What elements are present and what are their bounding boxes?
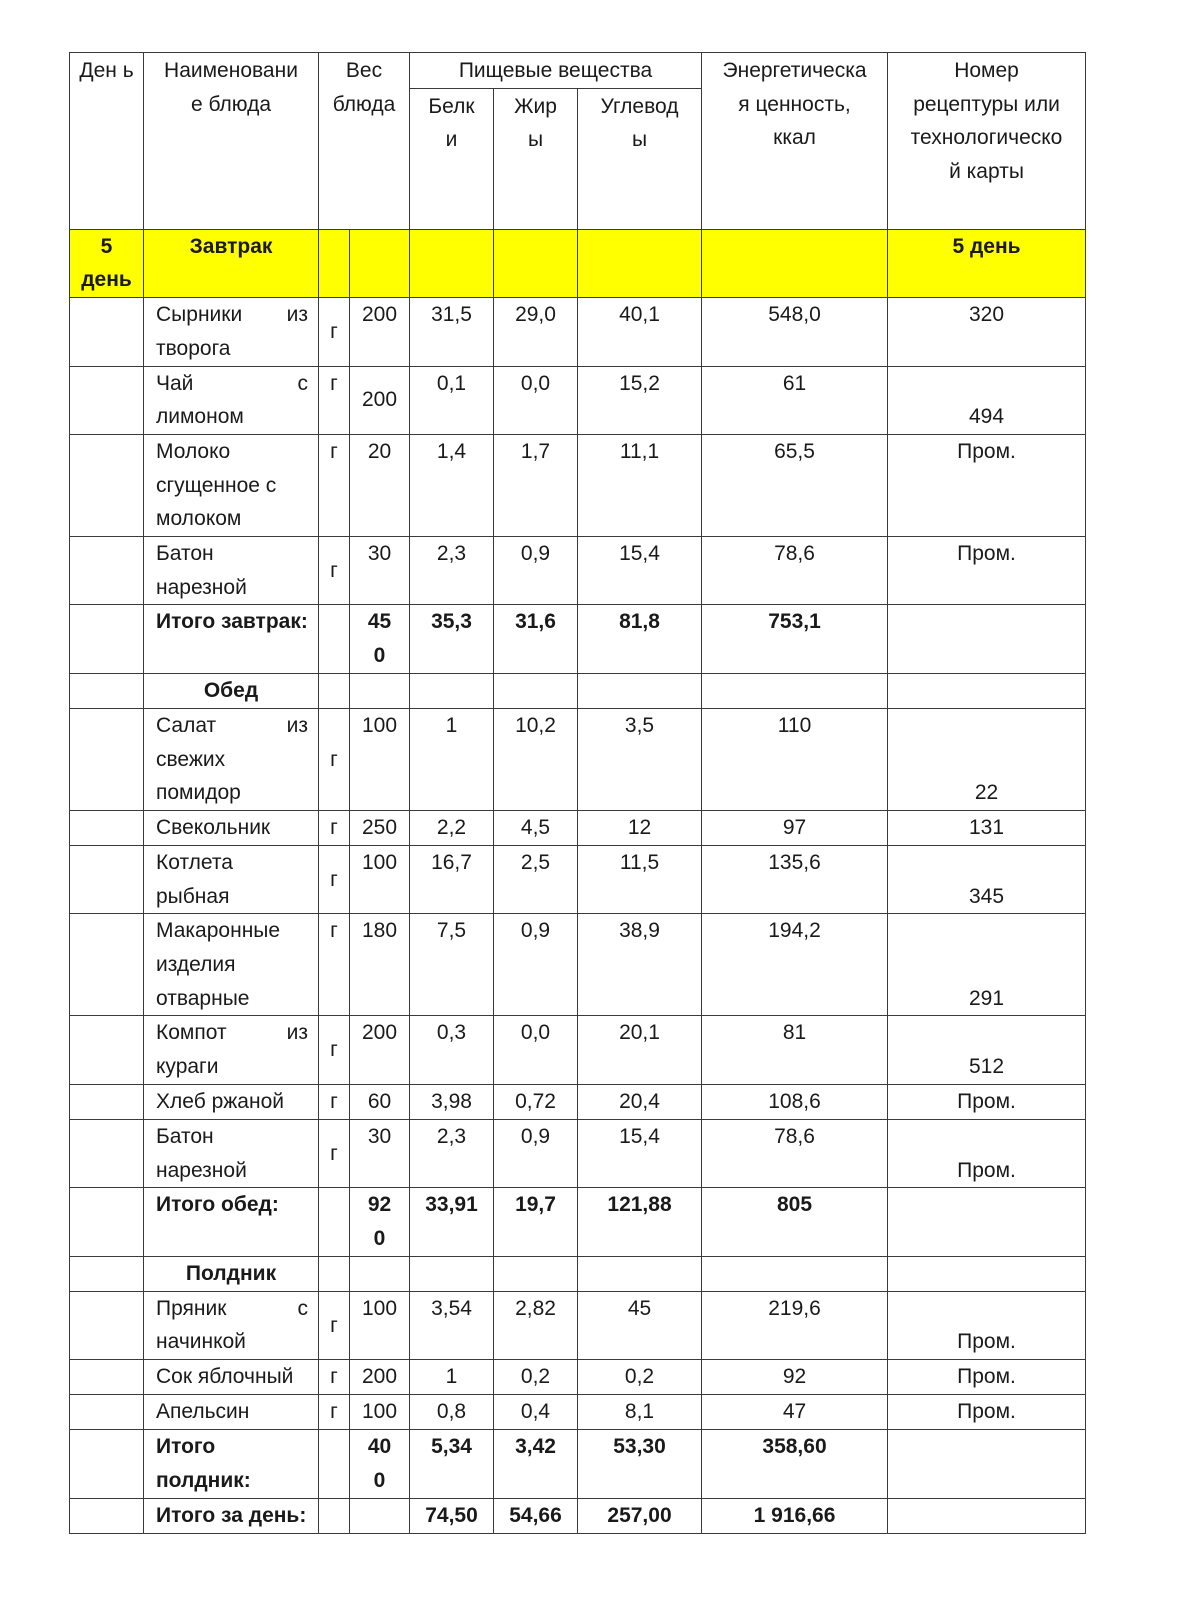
- fat-cell: 2,82: [494, 1291, 578, 1359]
- dish-name-part: Котлета: [156, 850, 233, 874]
- weight-cell: 100: [350, 1291, 410, 1359]
- dish-name-part: Хлеб ржаной: [156, 1089, 284, 1113]
- total-row: [70, 1188, 1086, 1256]
- carbs-cell: 20,1: [578, 1016, 702, 1084]
- weight-cell: 180: [350, 914, 410, 1016]
- empty-cell: [888, 1256, 1086, 1291]
- dish-name-part: Сырники: [156, 303, 243, 327]
- day-cell: [70, 1291, 144, 1359]
- recipe-cell: 320: [888, 298, 1086, 366]
- header-day: Ден ь: [70, 53, 144, 230]
- fat-cell: 4,5: [494, 810, 578, 845]
- unit-cell: г: [319, 914, 350, 1016]
- weight-cell: 200: [350, 1360, 410, 1395]
- unit-cell: г: [319, 1360, 350, 1395]
- day-cell: [70, 1395, 144, 1430]
- empty-cell: [350, 1256, 410, 1291]
- total-row: [70, 1498, 1086, 1533]
- total-carbs: 121,88: [578, 1188, 702, 1256]
- empty-cell: [578, 673, 702, 708]
- day-cell: [70, 1498, 144, 1533]
- total-row: [70, 1430, 1086, 1498]
- protein-cell: 31,5: [410, 298, 494, 366]
- meal-title-lunch: Обед: [144, 673, 319, 708]
- fat-cell: 0,2: [494, 1360, 578, 1395]
- carbs-cell: 11,1: [578, 434, 702, 536]
- protein-cell: 1: [410, 708, 494, 810]
- day-cell: [70, 845, 144, 913]
- fat-cell: 10,2: [494, 708, 578, 810]
- total-protein: 5,34: [410, 1430, 494, 1498]
- dish-name-part: Батон: [156, 1124, 214, 1148]
- empty-cell: [410, 673, 494, 708]
- dish-name-rest: лимоном: [156, 405, 244, 429]
- protein-cell: 2,3: [410, 1119, 494, 1187]
- unit-cell: г: [319, 1119, 350, 1187]
- unit-cell: г: [319, 537, 350, 605]
- carbs-cell: 0,2: [578, 1360, 702, 1395]
- carbs-cell: 40,1: [578, 298, 702, 366]
- unit-cell: [319, 1188, 350, 1256]
- day-cell: [70, 1016, 144, 1084]
- header-nutrients: Пищевые вещества: [410, 53, 702, 89]
- header-weight: Вес блюда: [319, 53, 410, 230]
- total-weight: [350, 1498, 410, 1533]
- protein-cell: 2,3: [410, 537, 494, 605]
- dish-name-part: Сок яблочный: [156, 1365, 294, 1389]
- carbs-cell: 3,5: [578, 708, 702, 810]
- protein-cell: 1: [410, 1360, 494, 1395]
- day-cell: [70, 1360, 144, 1395]
- empty-cell: [578, 1256, 702, 1291]
- dish-name: [144, 366, 319, 434]
- dish-name: [144, 1360, 319, 1395]
- recipe-cell: 131: [888, 810, 1086, 845]
- header-energy: Энергетическа я ценность, ккал: [702, 53, 888, 230]
- weight-cell: 200: [350, 1016, 410, 1084]
- day-cell: [70, 708, 144, 810]
- unit-cell: г: [319, 366, 350, 434]
- day-cell: [70, 914, 144, 1016]
- dish-name-part: из: [286, 1021, 308, 1045]
- protein-cell: 3,54: [410, 1291, 494, 1359]
- total-label: Итого за день:: [144, 1498, 319, 1533]
- total-protein: 33,91: [410, 1188, 494, 1256]
- dish-name: [144, 1291, 319, 1359]
- header-carbs: Углевод ы: [578, 88, 702, 229]
- weight-cell: 250: [350, 810, 410, 845]
- total-weight: 40 0: [350, 1430, 410, 1498]
- total-fat: 19,7: [494, 1188, 578, 1256]
- dish-name-part: из: [286, 713, 308, 737]
- table-row: [70, 810, 1086, 845]
- day-cell: [70, 366, 144, 434]
- energy-cell: 78,6: [702, 1119, 888, 1187]
- energy-cell: 110: [702, 708, 888, 810]
- total-fat: 31,6: [494, 605, 578, 673]
- meal-title-row: [70, 673, 1086, 708]
- protein-cell: 0,1: [410, 366, 494, 434]
- unit-cell: г: [319, 845, 350, 913]
- fat-cell: 0,9: [494, 537, 578, 605]
- dish-name-part: из: [286, 303, 308, 327]
- energy-cell: 194,2: [702, 914, 888, 1016]
- total-carbs: 257,00: [578, 1498, 702, 1533]
- protein-cell: 16,7: [410, 845, 494, 913]
- menu-table: [69, 52, 1086, 1534]
- recipe-cell: Пром.: [888, 537, 1086, 605]
- table-row: [70, 1395, 1086, 1430]
- table-row: [70, 1016, 1086, 1084]
- energy-cell: 61: [702, 366, 888, 434]
- recipe-cell: Пром.: [888, 1360, 1086, 1395]
- recipe-cell: [888, 1188, 1086, 1256]
- unit-cell: г: [319, 298, 350, 366]
- day-cell: [70, 1119, 144, 1187]
- fat-cell: 0,4: [494, 1395, 578, 1430]
- carbs-cell: 8,1: [578, 1395, 702, 1430]
- dish-name: [144, 1119, 319, 1187]
- energy-cell: 92: [702, 1360, 888, 1395]
- fat-cell: 2,5: [494, 845, 578, 913]
- recipe-cell: 291: [888, 914, 1086, 1016]
- recipe-cell: 345: [888, 845, 1086, 913]
- carbs-cell: 15,4: [578, 537, 702, 605]
- recipe-cell: 512: [888, 1016, 1086, 1084]
- empty-cell: [319, 673, 350, 708]
- meal-title-breakfast: Завтрак: [144, 229, 319, 297]
- fat-cell: 29,0: [494, 298, 578, 366]
- dish-name-rest: творога: [156, 336, 231, 360]
- dish-name: [144, 1084, 319, 1119]
- dish-name: [144, 914, 319, 1016]
- dish-name: [144, 537, 319, 605]
- dish-name-part: Компот: [156, 1021, 227, 1045]
- weight-cell: 20: [350, 434, 410, 536]
- unit-cell: г: [319, 708, 350, 810]
- empty-cell: [702, 1256, 888, 1291]
- weight-cell: 30: [350, 537, 410, 605]
- weight-cell: 100: [350, 708, 410, 810]
- protein-cell: 1,4: [410, 434, 494, 536]
- dish-name-part: с: [297, 1296, 308, 1320]
- header-dish: Наименовани е блюда: [144, 53, 319, 230]
- dish-name-part: Пряник: [156, 1296, 227, 1320]
- weight-cell: 30: [350, 1119, 410, 1187]
- weight-cell: 200: [350, 366, 410, 434]
- table-row: [70, 1084, 1086, 1119]
- fat-cell: 0,0: [494, 366, 578, 434]
- protein-cell: 3,98: [410, 1084, 494, 1119]
- carbs-cell: 45: [578, 1291, 702, 1359]
- total-protein: 74,50: [410, 1498, 494, 1533]
- unit-cell: [319, 1430, 350, 1498]
- energy-cell: 97: [702, 810, 888, 845]
- dish-name-rest: рыбная: [156, 884, 230, 908]
- energy-cell: 78,6: [702, 537, 888, 605]
- dish-name: [144, 708, 319, 810]
- dish-name-rest: свежих помидор: [156, 747, 241, 805]
- empty-cell: [888, 673, 1086, 708]
- recipe-cell: [888, 1498, 1086, 1533]
- dish-name-rest: кураги: [156, 1055, 219, 1079]
- unit-cell: [319, 605, 350, 673]
- dish-name-part: с: [297, 371, 308, 395]
- table-row: [70, 1119, 1086, 1187]
- table-row: [70, 914, 1086, 1016]
- total-weight: 92 0: [350, 1188, 410, 1256]
- day-cell: [70, 605, 144, 673]
- dish-name-part: Апельсин: [156, 1400, 250, 1424]
- recipe-cell: Пром.: [888, 434, 1086, 536]
- fat-cell: 0,0: [494, 1016, 578, 1084]
- unit-cell: г: [319, 810, 350, 845]
- energy-cell: 548,0: [702, 298, 888, 366]
- total-energy: 358,60: [702, 1430, 888, 1498]
- total-carbs: 81,8: [578, 605, 702, 673]
- carbs-cell: 38,9: [578, 914, 702, 1016]
- table-row: [70, 434, 1086, 536]
- dish-name-part: Свекольник: [156, 815, 271, 839]
- unit-cell: [319, 1498, 350, 1533]
- carbs-cell: 15,4: [578, 1119, 702, 1187]
- weight-cell: 60: [350, 1084, 410, 1119]
- empty-cell: [410, 1256, 494, 1291]
- day-recipe-label: 5 день: [888, 229, 1086, 297]
- recipe-cell: Пром.: [888, 1291, 1086, 1359]
- meal-title-snack: Полдник: [144, 1256, 319, 1291]
- day-cell: [70, 1084, 144, 1119]
- header-fat: Жир ы: [494, 88, 578, 229]
- energy-cell: 108,6: [702, 1084, 888, 1119]
- total-protein: 35,3: [410, 605, 494, 673]
- fat-cell: 0,72: [494, 1084, 578, 1119]
- dish-name: [144, 1016, 319, 1084]
- day-cell: [70, 1188, 144, 1256]
- header-recipe: Номер рецептуры или технологическо й карты: [888, 53, 1086, 230]
- table-row: [70, 537, 1086, 605]
- total-label: Итого завтрак:: [144, 605, 319, 673]
- dish-name-rest: нарезной: [156, 1158, 247, 1182]
- table-row: [70, 298, 1086, 366]
- protein-cell: 0,3: [410, 1016, 494, 1084]
- header-protein: Белк и: [410, 88, 494, 229]
- dish-name-part: Батон: [156, 542, 214, 566]
- recipe-cell: Пром.: [888, 1395, 1086, 1430]
- unit-cell: г: [319, 1395, 350, 1430]
- dish-name: [144, 298, 319, 366]
- dish-name: [144, 845, 319, 913]
- dish-name: [144, 434, 319, 536]
- empty-cell: [494, 1256, 578, 1291]
- empty-cell: [350, 673, 410, 708]
- day-cell: [70, 1256, 144, 1291]
- total-energy: 805: [702, 1188, 888, 1256]
- empty-cell: [494, 673, 578, 708]
- protein-cell: 7,5: [410, 914, 494, 1016]
- recipe-cell: 22: [888, 708, 1086, 810]
- day-label: 5 день: [70, 229, 144, 297]
- total-carbs: 53,30: [578, 1430, 702, 1498]
- recipe-cell: Пром.: [888, 1084, 1086, 1119]
- protein-cell: 2,2: [410, 810, 494, 845]
- dish-name-rest: начинкой: [156, 1330, 246, 1354]
- fat-cell: 0,9: [494, 1119, 578, 1187]
- recipe-cell: [888, 605, 1086, 673]
- table-row: [70, 1360, 1086, 1395]
- day-cell: [70, 1430, 144, 1498]
- recipe-cell: 494: [888, 366, 1086, 434]
- total-energy: 1 916,66: [702, 1498, 888, 1533]
- day-row: [70, 229, 1086, 297]
- energy-cell: 135,6: [702, 845, 888, 913]
- weight-cell: 200: [350, 298, 410, 366]
- dish-name-rest: нарезной: [156, 575, 247, 599]
- day-cell: [70, 673, 144, 708]
- weight-cell: 100: [350, 845, 410, 913]
- empty-cell: [319, 1256, 350, 1291]
- total-energy: 753,1: [702, 605, 888, 673]
- energy-cell: 47: [702, 1395, 888, 1430]
- fat-cell: 1,7: [494, 434, 578, 536]
- carbs-cell: 12: [578, 810, 702, 845]
- unit-cell: г: [319, 1016, 350, 1084]
- table-row: [70, 845, 1086, 913]
- day-cell: [70, 434, 144, 536]
- carbs-cell: 11,5: [578, 845, 702, 913]
- dish-name-part: Молоко: [156, 439, 231, 463]
- dish-name-rest: изделия отварные: [156, 953, 250, 1010]
- dish-name-part: Чай: [156, 371, 194, 395]
- dish-name-part: Салат: [156, 713, 217, 737]
- unit-cell: г: [319, 1084, 350, 1119]
- dish-name-rest: сгущенное с молоком: [156, 473, 277, 531]
- protein-cell: 0,8: [410, 1395, 494, 1430]
- day-cell: [70, 810, 144, 845]
- table-row: [70, 708, 1086, 810]
- dish-name: [144, 1395, 319, 1430]
- dish-name-part: Макаронные: [156, 919, 281, 943]
- empty-cell: [702, 673, 888, 708]
- day-cell: [70, 298, 144, 366]
- recipe-cell: Пром.: [888, 1119, 1086, 1187]
- energy-cell: 81: [702, 1016, 888, 1084]
- table-row: [70, 366, 1086, 434]
- total-row: [70, 605, 1086, 673]
- total-fat: 54,66: [494, 1498, 578, 1533]
- dish-name: [144, 810, 319, 845]
- total-fat: 3,42: [494, 1430, 578, 1498]
- total-weight: 45 0: [350, 605, 410, 673]
- total-label: Итого обед:: [144, 1188, 319, 1256]
- recipe-cell: [888, 1430, 1086, 1498]
- weight-cell: 100: [350, 1395, 410, 1430]
- energy-cell: 65,5: [702, 434, 888, 536]
- fat-cell: 0,9: [494, 914, 578, 1016]
- day-cell: [70, 537, 144, 605]
- table-row: [70, 1291, 1086, 1359]
- unit-cell: г: [319, 434, 350, 536]
- energy-cell: 219,6: [702, 1291, 888, 1359]
- unit-cell: г: [319, 1291, 350, 1359]
- total-label: Итого полдник:: [144, 1430, 319, 1498]
- menu-table-body: [70, 229, 1086, 1533]
- carbs-cell: 15,2: [578, 366, 702, 434]
- carbs-cell: 20,4: [578, 1084, 702, 1119]
- meal-title-row: [70, 1256, 1086, 1291]
